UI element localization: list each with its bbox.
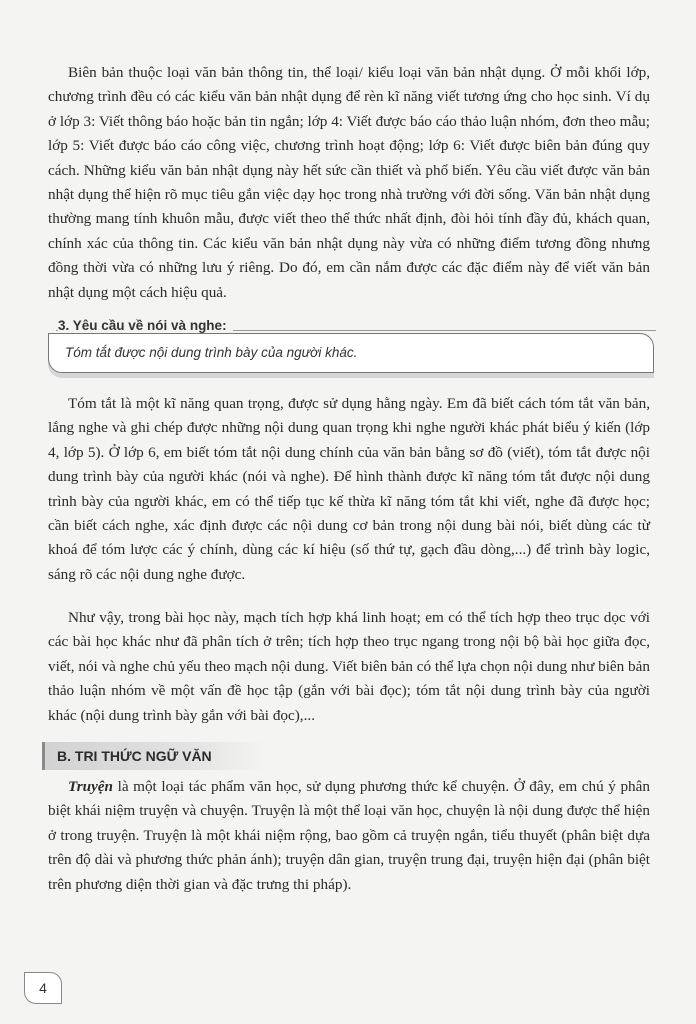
paragraph-summary-skill: Tóm tắt là một kĩ năng quan trọng, được sử dụng hằng ngày. Em đã biết cách tóm tắt văn bản, lắng nghe và ghi chép được những nội dung quan trọng khi nghe người khác phát biểu ý kiến (lớp 4, lớp 5). Ở lớp 6, em biết tóm tắt nội dung chính của văn bản bằng sơ đồ (viết), tóm tắt được nội dung trình bày của người khác (nói và nghe). Để hình thành được kĩ năng tóm tắt được nội dung trình bày của người khác, em có thể tiếp tục kế thừa kĩ năng tóm tắt khi viết, nghe đã được học; cần biết cách nghe, xác định được các nội dung cơ bản trong nội dung bài nói, biết dùng các từ khoá để tóm lược các ý chính, dùng các kí hiệu (số thứ tự, gạch đầu dòng,...) để trình bày logic, sáng rõ các nội dung nghe được.	[48, 395, 650, 583]
page-number: 4	[24, 972, 62, 1004]
requirement-heading: 3. Yêu cầu về nói và nghe:	[58, 318, 233, 333]
paragraph-report-intro: Biên bản thuộc loại văn bản thông tin, thể loại/ kiểu loại văn bản nhật dụng. Ở mỗi khối lớp, chương trình đều có các kiểu văn bản nhật dụng để rèn kĩ năng viết tương ứng cho học sinh. Ví dụ ở lớp 3: Viết thông báo hoặc bản tin ngắn; lớp 4: Viết được báo cáo thảo luận nhóm, đơn theo mẫu; lớp 5: Viết được báo cáo công việc, chương trình hoạt động; lớp 6: Viết được biên bản đúng quy cách. Những kiểu văn bản nhật dụng này hết sức cần thiết và phổ biến. Yêu cầu viết được văn bản nhật dụng thể hiện rõ mục tiêu gắn việc dạy học trong nhà trường với đời sống. Văn bản nhật dụng thường mang tính khuôn mẫu, được viết theo thể thức nhất định, đòi hỏi tính đầy đủ, khách quan, chính xác của thông tin. Các kiểu văn bản nhật dụng này vừa có những điểm tương đồng nhưng đồng thời vừa có những lưu ý riêng. Do đó, em cần nắm được các đặc điểm này để viết văn bản nhật dụng một cách hiệu quả.	[48, 64, 650, 301]
paragraph-story-definition	[48, 775, 650, 897]
section-b-heading	[42, 742, 265, 770]
requirement-text: Tóm tắt được nội dung trình bày của người khác.	[65, 345, 358, 360]
term-truyen: Truyện	[68, 778, 113, 795]
story-definition-text: là một loại tác phẩm văn học, sử dụng phương thức kể chuyện. Ở đây, em chú ý phân biệt khái niệm truyện và chuyện. Truyện là một thể loại văn học, chuyện là nội dung được thể hiện ở trong truyện. Truyện là một khái niệm rộng, bao gồm cả truyện ngắn, tiểu thuyết (phân biệt dựa trên độ dài và phương thức phản ánh); truyện dân gian, truyện trung đại, truyện hiện đại (phân biệt trên phương diện thời gian và đặc trưng thi pháp).	[48, 778, 650, 893]
section-b-title: B. TRI THỨC NGỮ VĂN	[57, 748, 212, 764]
requirement-box	[48, 333, 654, 373]
paragraph-integration: Như vậy, trong bài học này, mạch tích hợp khá linh hoạt; em có thể tích hợp theo trục dọc với các bài học khác như đã phân tích ở trên; tích hợp theo trục ngang trong nội bộ bài học giữa đọc, viết, nói và nghe chủ yếu theo mạch nội dung. Viết biên bản có thể lựa chọn nội dung như biên bản thảo luận nhóm về một vấn đề học tập (gắn với bài đọc); tóm tắt nội dung trình bày của người khác (nội dung trình bày gắn với bài đọc),...	[48, 609, 650, 724]
